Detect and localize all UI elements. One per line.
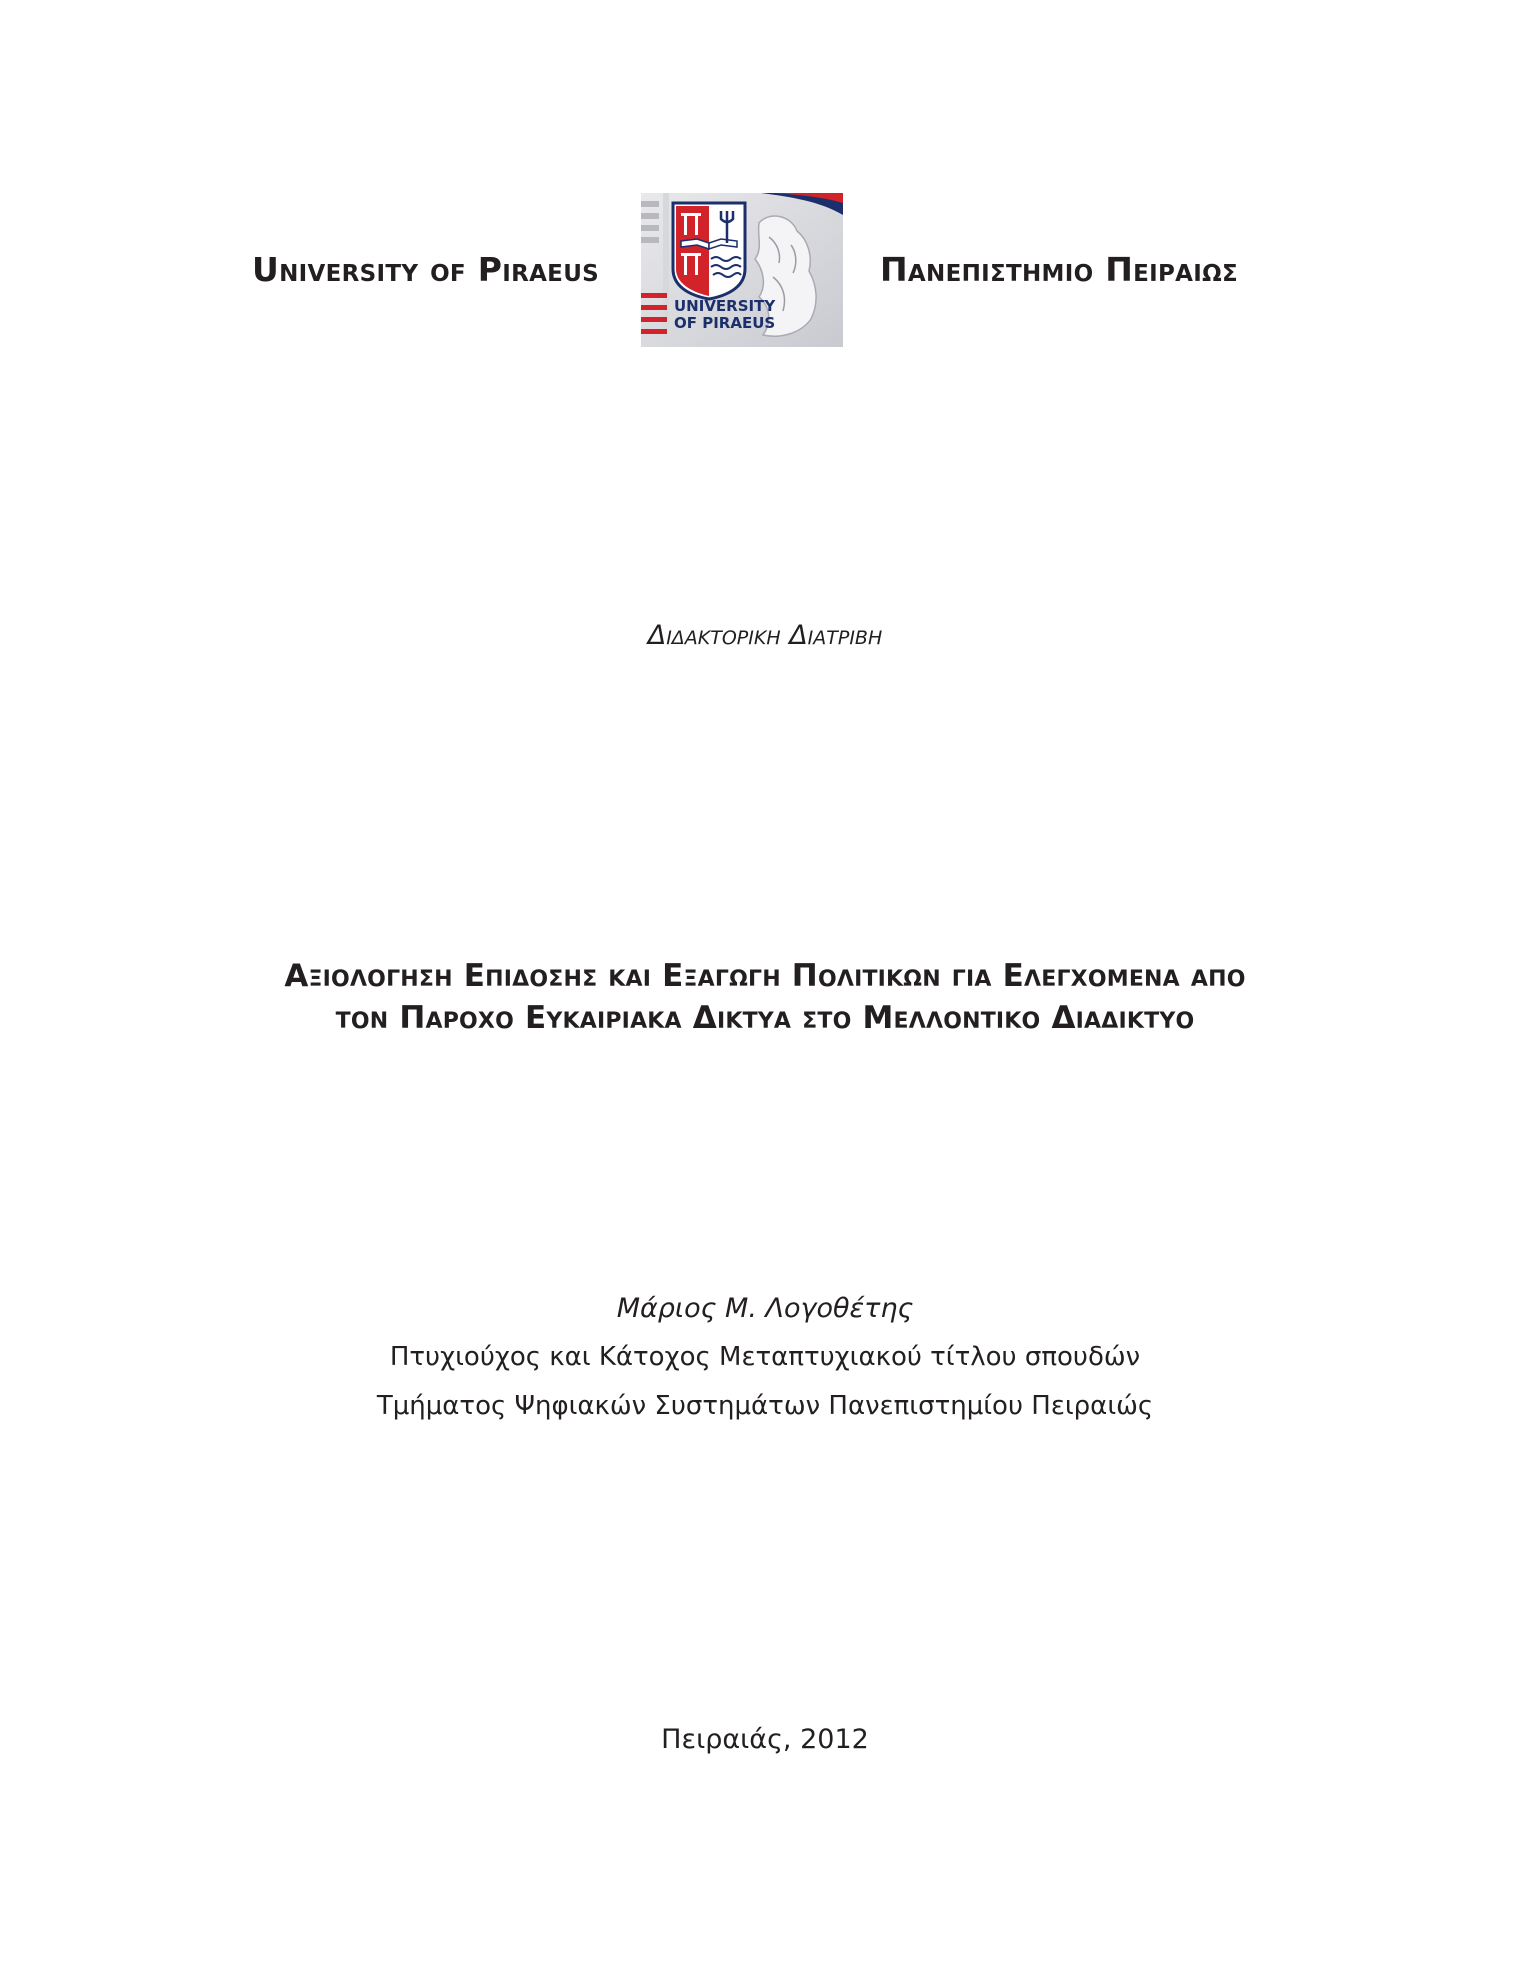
author-credential-line1: Πτυχιούχος και Κάτοχος Μεταπτυχιακού τίτλου σπουδών [389,1342,1141,1372]
author-credential-line2: Τμήματος Ψηφιακών Συστημάτων Πανεπιστημίου Πειραιώς [376,1391,1154,1421]
university-name-greek: Πανεπιστημιο Πειραιως [880,250,1238,289]
logo-text-line1: UNIVERSITY [674,297,776,315]
document-type: Διδακτορικη Διατριβη [647,620,883,651]
university-of-piraeus-logo-icon [641,193,843,347]
university-name-english: University of Piraeus [252,250,600,289]
logo-text-line2: OF PIRAEUS [674,314,776,332]
thesis-title [200,955,1330,1039]
author-name: Μάριος Μ. Λογοθέτης [616,1293,914,1324]
place-and-date: Πειραιάς, 2012 [661,1724,869,1755]
thesis-title-line2: τον Παροχο Ευκαιριακα Δικτυα στο Μελλοντικο Διαδικτυο [335,1000,1195,1036]
thesis-title-line1: Αξιολογηση Επιδοσης και Εξαγωγη Πολιτικων για Ελεγχομενα απο [284,958,1246,994]
